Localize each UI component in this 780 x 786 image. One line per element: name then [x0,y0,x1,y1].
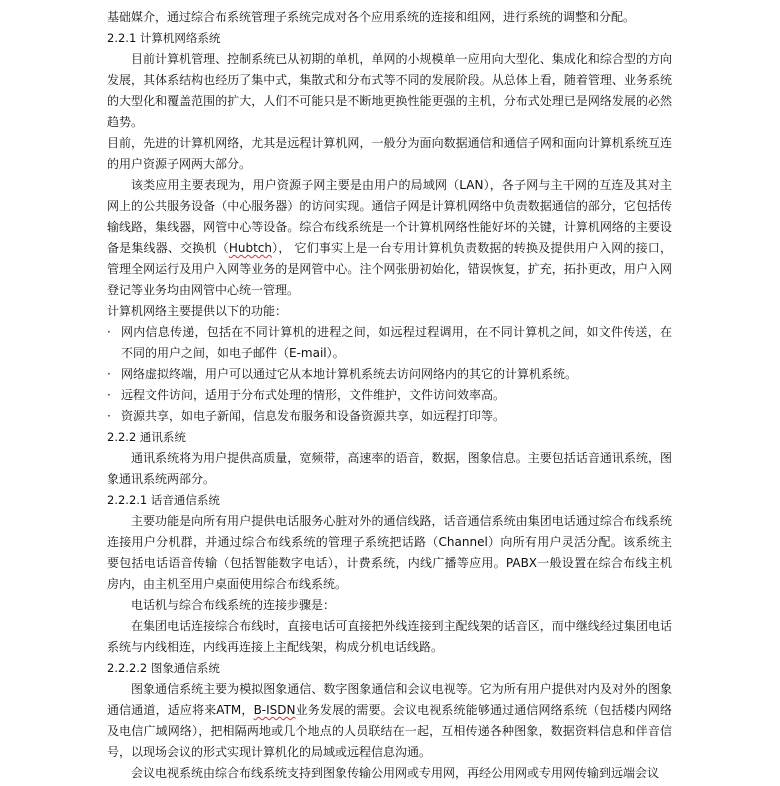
paragraph-user-resource-subnet [107,175,672,301]
section-heading-2-2-1: 2.2.1 计算机网络系统 [107,31,221,45]
bullet-marker: · [107,409,111,423]
bullet-text: 远程文件访问，适用于分布式处理的情形，文件维护，文件访问效率高。 [121,388,506,402]
section-heading-2-2-2-1: 2.2.2.1 话音通信系统 [107,493,220,507]
paragraph-functions-intro: 计算机网络主要提供以下的功能： [107,304,288,318]
paragraph-voice-system: 主要功能是向所有用户提供电话服务心脏对外的通信线路，话音通信系统由集团电话通过综合布线系统连接用户分机群，并通过综合布线系统的管理子系统把话路（Channel）向所有用户灵活分配。该系统主要包括电话语音传输（包括智能数字电话），计费系统，内线广播等应用。PABX一般设置在综合布线主机房内，由主机至用户桌面使用综合布线系统。 [107,514,672,591]
paragraph-text-part: 图象通信系统主要为模拟图象通信、数字图象通信和会议电视等。它为所有用户提供对内及对外的图象通信通道，适应将来ATM， [107,682,672,717]
paragraph-image-system [107,679,672,763]
paragraph-network-composition: 目前，先进的计算机网络，尤其是远程计算机网，一般分为面向数据通信和通信子网和面向计算机系统互连的用户资源子网两大部分。 [107,136,672,171]
bullet-text: 资源共享，如电子新闻，信息发布服务和设备资源共享，如远程打印等。 [121,409,506,423]
paragraph-text-part: 业务发展的需要。会议电视系统能够通过通信网络系统（包括楼内网络及电信广域网络），把相隔两地或几个地点的人员联结在一起，互相传递各种图象，数据资料信息和伴音信号，以现场会议的形式实现计算机化的局域或远程信息沟通。 [107,703,672,759]
bullet-text: 网内信息传递，包括在不同计算机的进程之间，如远程过程调用，在不同计算机之间，如文件传送，在不同的用户之间，如电子邮件（E-mail）。 [121,325,672,360]
paragraph-video-conference: 会议电视系统由综合布线系统支持到图象传输公用网或专用网，再经公用网或专用网传输到远端会议 [131,766,660,780]
paragraph-communication-system: 通讯系统将为用户提供高质量，宽频带，高速率的语音，数据，图象信息。主要包括话音通讯系统，图象通讯系统两部分。 [107,451,672,486]
section-heading-2-2-2: 2.2.2 通讯系统 [107,430,186,444]
bullet-item [107,385,672,406]
bullet-marker: · [107,367,111,381]
bullet-item [107,322,672,364]
spellcheck-word: B-ISDN [253,703,296,717]
bullet-text: 网络虚拟终端，用户可以通过它从本地计算机系统去访问网络内的其它的计算机系统。 [121,367,578,381]
section-heading-2-2-2-2: 2.2.2.2 图象通信系统 [107,661,220,675]
bullet-marker: · [107,388,111,402]
bullet-marker: · [107,325,111,339]
spellcheck-word: Hubtch [228,241,272,255]
paragraph-connection-steps: 在集团电话连接综合布线时，直接电话可直接把外线连接到主配线架的话音区，而中继线经过集团电话系统与内线相连，内线再连接上主配线架，构成分机电话线路。 [107,619,672,654]
paragraph-network-development: 目前计算机管理、控制系统已从初期的单机，单网的小规模单一应用向大型化、集成化和综合型的方向发展，其体系结构也经历了集中式，集散式和分布式等不同的发展阶段。从总体上看，随着管理、业务系统的大型化和覆盖范围的扩大，人们不可能只是不断地更换性能更强的主机，分布式处理已是网络发展的必然趋势。 [107,52,672,129]
paragraph-text-part: ）， 它们事实上是一台专用计算机负责数据的转换及提供用户入网的接口，管理全网运行及用户入网等业务的是网管中心。注个网张册初始化，错误恢复，扩充，拓扑更改，用户入网登记等业务均由网管中心统一管理。 [107,241,672,297]
paragraph-text-part: 该类应用主要表现为，用户资源子网主要是由用户的局域网（LAN），各子网与主干网的互连及其对主网上的公共服务设备（中心服务器）的访问实现。通信子网是计算机网络中负责数据通信的部分，它包括传输线路，集线器，网管中心等设备。综合布线系统是一个计算机网络性能好坏的关键，计算机网络的主要设备是集线器、交换机（ [107,178,672,255]
bullet-item [107,364,672,385]
paragraph-connection-steps-intro: 电话机与综合布线系统的连接步骤是： [131,598,336,612]
continuation-line: 基础媒介，通过综合布系统管理子系统完成对各个应用系统的连接和组网，进行系统的调整和分配。 [107,10,636,24]
bullet-item [107,406,672,427]
